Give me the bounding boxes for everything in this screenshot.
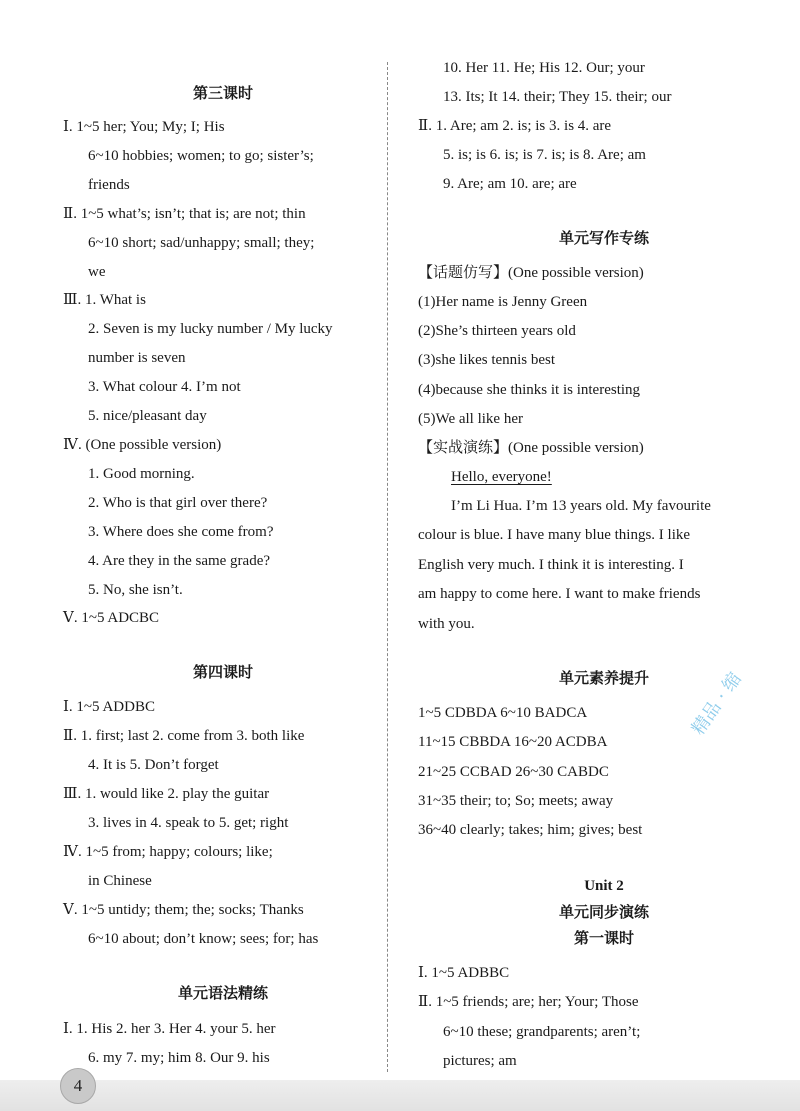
- answer-line: Ⅰ. 1~5 ADBBC: [418, 965, 510, 981]
- essay-greeting: Hello, everyone!: [451, 469, 552, 485]
- answer-line: 4. It is 5. Don’t forget: [88, 757, 219, 773]
- answer-line: Ⅴ. 1~5 untidy; them; the; socks; Thanks: [63, 902, 304, 918]
- answer-line: 【实战演练】(One possible version): [418, 440, 644, 456]
- answer-line: (1)Her name is Jenny Green: [418, 294, 588, 310]
- answer-line: 6~10 about; don’t know; sees; for; has: [88, 931, 319, 947]
- answer-line: 【话题仿写】(One possible version): [418, 265, 644, 281]
- footer-band: [0, 1080, 800, 1111]
- answer-line: 10. Her 11. He; His 12. Our; your: [443, 60, 645, 76]
- section-title-competence: 单元素养提升: [558, 671, 649, 687]
- answer-line: 11~15 CBBDA 16~20 ACDBA: [418, 734, 608, 750]
- answer-line: (4)because she thinks it is interesting: [418, 382, 641, 398]
- page-number: 4: [60, 1068, 96, 1104]
- answer-line: Ⅰ. 1~5 her; You; My; I; His: [63, 119, 225, 135]
- answer-line: Ⅲ. 1. What is: [63, 292, 146, 308]
- essay-line: with you.: [418, 616, 475, 632]
- answer-line: 3. lives in 4. speak to 5. get; right: [88, 815, 289, 831]
- answer-line: 6~10 these; grandparents; aren’t;: [443, 1024, 641, 1040]
- answer-line: (3)she likes tennis best: [418, 352, 556, 368]
- answer-line: 36~40 clearly; takes; him; gives; best: [418, 822, 643, 838]
- section-title-lesson1: 第一课时: [573, 931, 634, 947]
- answer-line: pictures; am: [443, 1053, 517, 1069]
- section-title-writing: 单元写作专练: [558, 231, 649, 247]
- answer-line: Ⅰ. 1. His 2. her 3. Her 4. your 5. her: [63, 1021, 276, 1037]
- essay-line: English very much. I think it is interesting. I: [418, 557, 684, 573]
- essay-line: colour is blue. I have many blue things. I like: [418, 527, 691, 543]
- answer-line: 3. Where does she come from?: [88, 524, 274, 540]
- section-title-lesson3: 第三课时: [192, 86, 253, 102]
- answer-line: Ⅳ. (One possible version): [63, 437, 222, 453]
- unit-subtitle: 单元同步演练: [558, 905, 649, 921]
- answer-line: friends: [88, 177, 130, 193]
- answer-line: 5. nice/pleasant day: [88, 408, 207, 424]
- essay-line: am happy to come here. I want to make friends: [418, 586, 701, 602]
- answer-line: 5. is; is 6. is; is 7. is; is 8. Are; am: [443, 147, 646, 163]
- watermark-stamp: 精品 · 缩: [687, 668, 746, 740]
- answer-line: (5)We all like her: [418, 411, 523, 427]
- answer-line: 6. my 7. my; him 8. Our 9. his: [88, 1050, 270, 1066]
- answer-line: (2)She’s thirteen years old: [418, 323, 576, 339]
- answer-line: 21~25 CCBAD 26~30 CABDC: [418, 764, 609, 780]
- answer-line: 5. No, she isn’t.: [88, 582, 183, 598]
- answer-line: 6~10 short; sad/unhappy; small; they;: [88, 235, 315, 251]
- answer-line: Ⅳ. 1~5 from; happy; colours; like;: [63, 844, 273, 860]
- answer-line: 1~5 CDBDA 6~10 BADCA: [418, 705, 588, 721]
- column-divider: [387, 62, 388, 1072]
- answer-line: Ⅲ. 1. would like 2. play the guitar: [63, 786, 270, 802]
- answer-line: we: [88, 264, 106, 280]
- answer-line: Ⅰ. 1~5 ADDBC: [63, 699, 155, 715]
- answer-line: 1. Good morning.: [88, 466, 195, 482]
- answer-line: number is seven: [88, 350, 186, 366]
- answer-line: 3. What colour 4. I’m not: [88, 379, 241, 395]
- answer-line: 4. Are they in the same grade?: [88, 553, 271, 569]
- answer-line: Ⅱ. 1. first; last 2. come from 3. both like: [63, 728, 305, 744]
- answer-line: 2. Seven is my lucky number / My lucky: [88, 321, 333, 337]
- answer-line: in Chinese: [88, 873, 152, 889]
- unit-title: Unit 2: [584, 878, 624, 894]
- answer-line: 6~10 hobbies; women; to go; sister’s;: [88, 148, 314, 164]
- section-title-grammar: 单元语法精练: [177, 986, 268, 1002]
- answer-line: 9. Are; am 10. are; are: [443, 176, 577, 192]
- answer-line: 2. Who is that girl over there?: [88, 495, 268, 511]
- answer-line: Ⅴ. 1~5 ADCBC: [63, 610, 160, 626]
- section-title-lesson4: 第四课时: [192, 665, 253, 681]
- answer-line: Ⅱ. 1~5 what’s; isn’t; that is; are not; thin: [63, 206, 306, 222]
- essay-line: I’m Li Hua. I’m 13 years old. My favourite: [451, 498, 711, 514]
- answer-line: 31~35 their; to; So; meets; away: [418, 793, 614, 809]
- answer-line: Ⅱ. 1~5 friends; are; her; Your; Those: [418, 994, 639, 1010]
- answer-line: 13. Its; It 14. their; They 15. their; our: [443, 89, 672, 105]
- answer-line: Ⅱ. 1. Are; am 2. is; is 3. is 4. are: [418, 118, 612, 134]
